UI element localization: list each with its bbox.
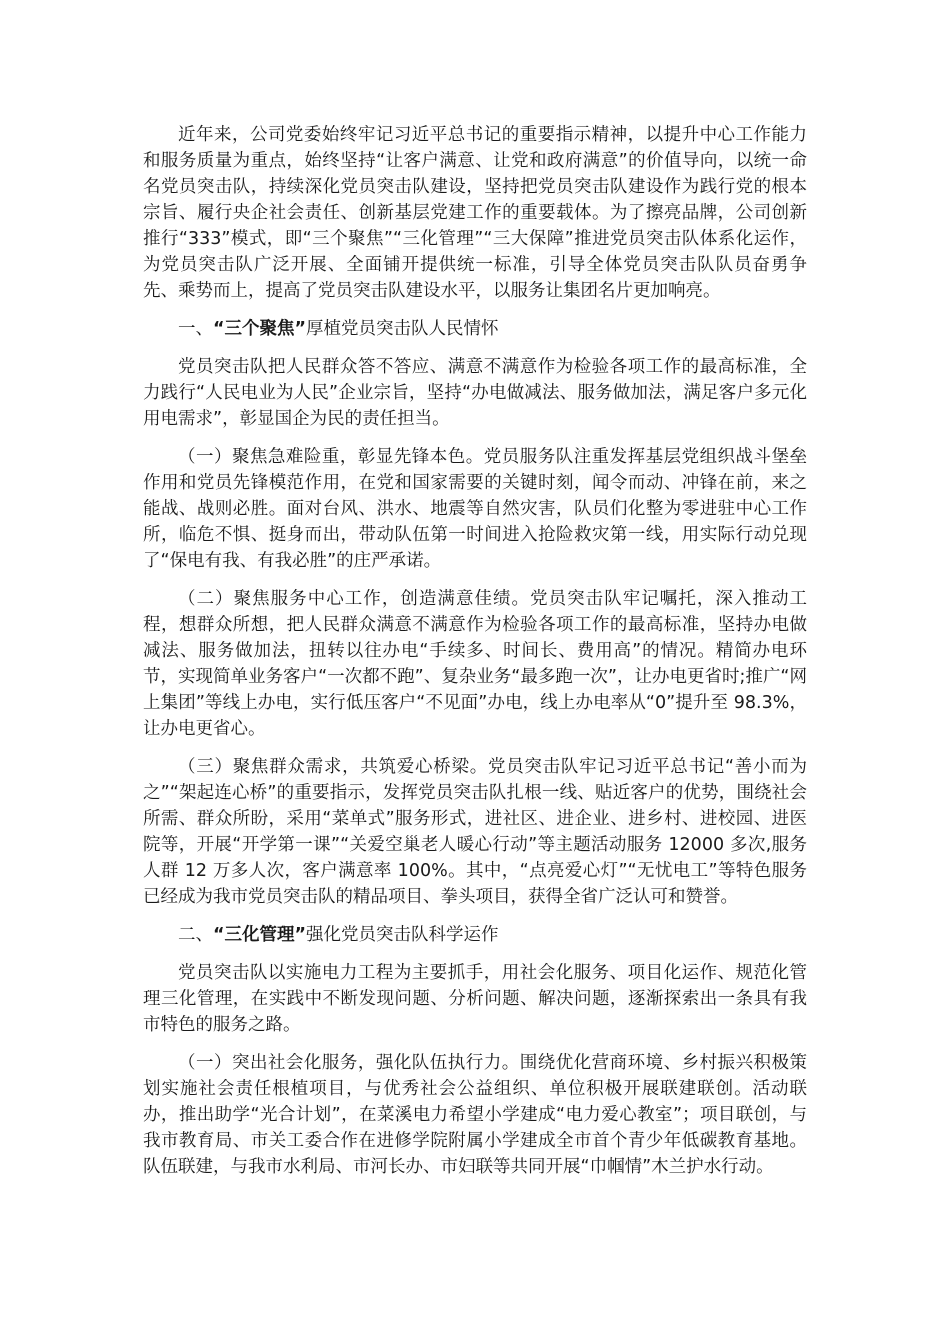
section-one-item-two-paragraph: （二）聚焦服务中心工作，创造满意佳绩。党员突击队牢记嘱托，深入推动工程，想群众所想，把人民群众满意不满意作为检验各项工作的最高标准，坚持办电做减法、服务做加法，扭转以往办电“手续多、时间长、费用高”的情况。精简办电环节，实现简单业务客户“一次都不跑”、复杂业务“最多跑一次”，让办电更省时;推广“网上集团”等线上办电，实行低压客户“不见面”办电，线上办电率从“0”提升至 98.3%，让办电更省心。 bbox=[143, 589, 807, 739]
section-heading-one bbox=[143, 316, 807, 342]
section-heading-number: 一、 bbox=[178, 319, 213, 339]
section-heading-keyword: “三化管理” bbox=[213, 925, 307, 945]
section-one-item-three-paragraph: （三）聚焦群众需求，共筑爱心桥梁。党员突击队牢记习近平总书记“善小而为之”“架起连心桥”的重要指示，发挥党员突击队扎根一线、贴近客户的优势，围绕社会所需、群众所盼，采用“菜单式”服务形式，进社区、进企业、进乡村、进校园、进医院等，开展“开学第一课”“关爱空巢老人暖心行动”等主题活动服务 12000 多次,服务人群 12 万多人次，客户满意率 100%。其中，“点亮爱心灯”“无忧电工”等特色服务已经成为我市党员突击队的精品项目、拳头项目，获得全省广泛认可和赞誉。 bbox=[143, 757, 807, 907]
section-heading-title: 强化党员突击队科学运作 bbox=[306, 925, 499, 945]
section-two-item-one-paragraph: （一）突出社会化服务，强化队伍执行力。围绕优化营商环境、乡村振兴积极策划实施社会责任根植项目，与优秀社会公益组织、单位积极开展联建联创。活动联办，推出助学“光合计划”，在菜溪电力希望小学建成“电力爱心教室”；项目联创，与我市教育局、市关工委合作在进修学院附属小学建成全市首个青少年低碳教育基地。队伍联建，与我市水利局、市河长办、市妇联等共同开展“巾帼情”木兰护水行动。 bbox=[143, 1053, 807, 1177]
document-body bbox=[143, 122, 807, 1192]
section-heading-number: 二、 bbox=[178, 925, 213, 945]
section-two-intro-paragraph: 党员突击队以实施电力工程为主要抓手，用社会化服务、项目化运作、规范化管理三化管理，在实践中不断发现问题、分析问题、解决问题，逐渐探索出一条具有我市特色的服务之路。 bbox=[143, 963, 807, 1035]
section-heading-two bbox=[143, 922, 807, 948]
intro-paragraph: 近年来，公司党委始终牢记习近平总书记的重要指示精神，以提升中心工作能力和服务质量为重点，始终坚持“让客户满意、让党和政府满意”的价值导向，以统一命名党员突击队，持续深化党员突击队建设，坚持把党员突击队建设作为践行党的根本宗旨、履行央企社会责任、创新基层党建工作的重要载体。为了擦亮品牌，公司创新推行“333”模式，即“三个聚焦”“三化管理”“三大保障”推进党员突击队体系化运作，为党员突击队广泛开展、全面铺开提供统一标准，引导全体党员突击队队员奋勇争先、乘势而上，提高了党员突击队建设水平，以服务让集团名片更加响亮。 bbox=[143, 125, 807, 301]
section-heading-keyword: “三个聚焦” bbox=[213, 319, 307, 339]
section-heading-title: 厚植党员突击队人民情怀 bbox=[306, 319, 499, 339]
section-one-intro-paragraph: 党员突击队把人民群众答不答应、满意不满意作为检验各项工作的最高标准，全力践行“人民电业为人民”企业宗旨，坚持“办电做减法、服务做加法，满足客户多元化用电需求”，彰显国企为民的责任担当。 bbox=[143, 357, 807, 429]
section-one-item-one-paragraph: （一）聚焦急难险重，彰显先锋本色。党员服务队注重发挥基层党组织战斗堡垒作用和党员先锋模范作用，在党和国家需要的关键时刻，闻令而动、冲锋在前，来之能战、战则必胜。面对台风、洪水、地震等自然灾害，队员们化整为零进驻中心工作所，临危不惧、挺身而出，带动队伍第一时间进入抢险救灾第一线，用实际行动兑现了“保电有我、有我必胜”的庄严承诺。 bbox=[143, 447, 807, 571]
